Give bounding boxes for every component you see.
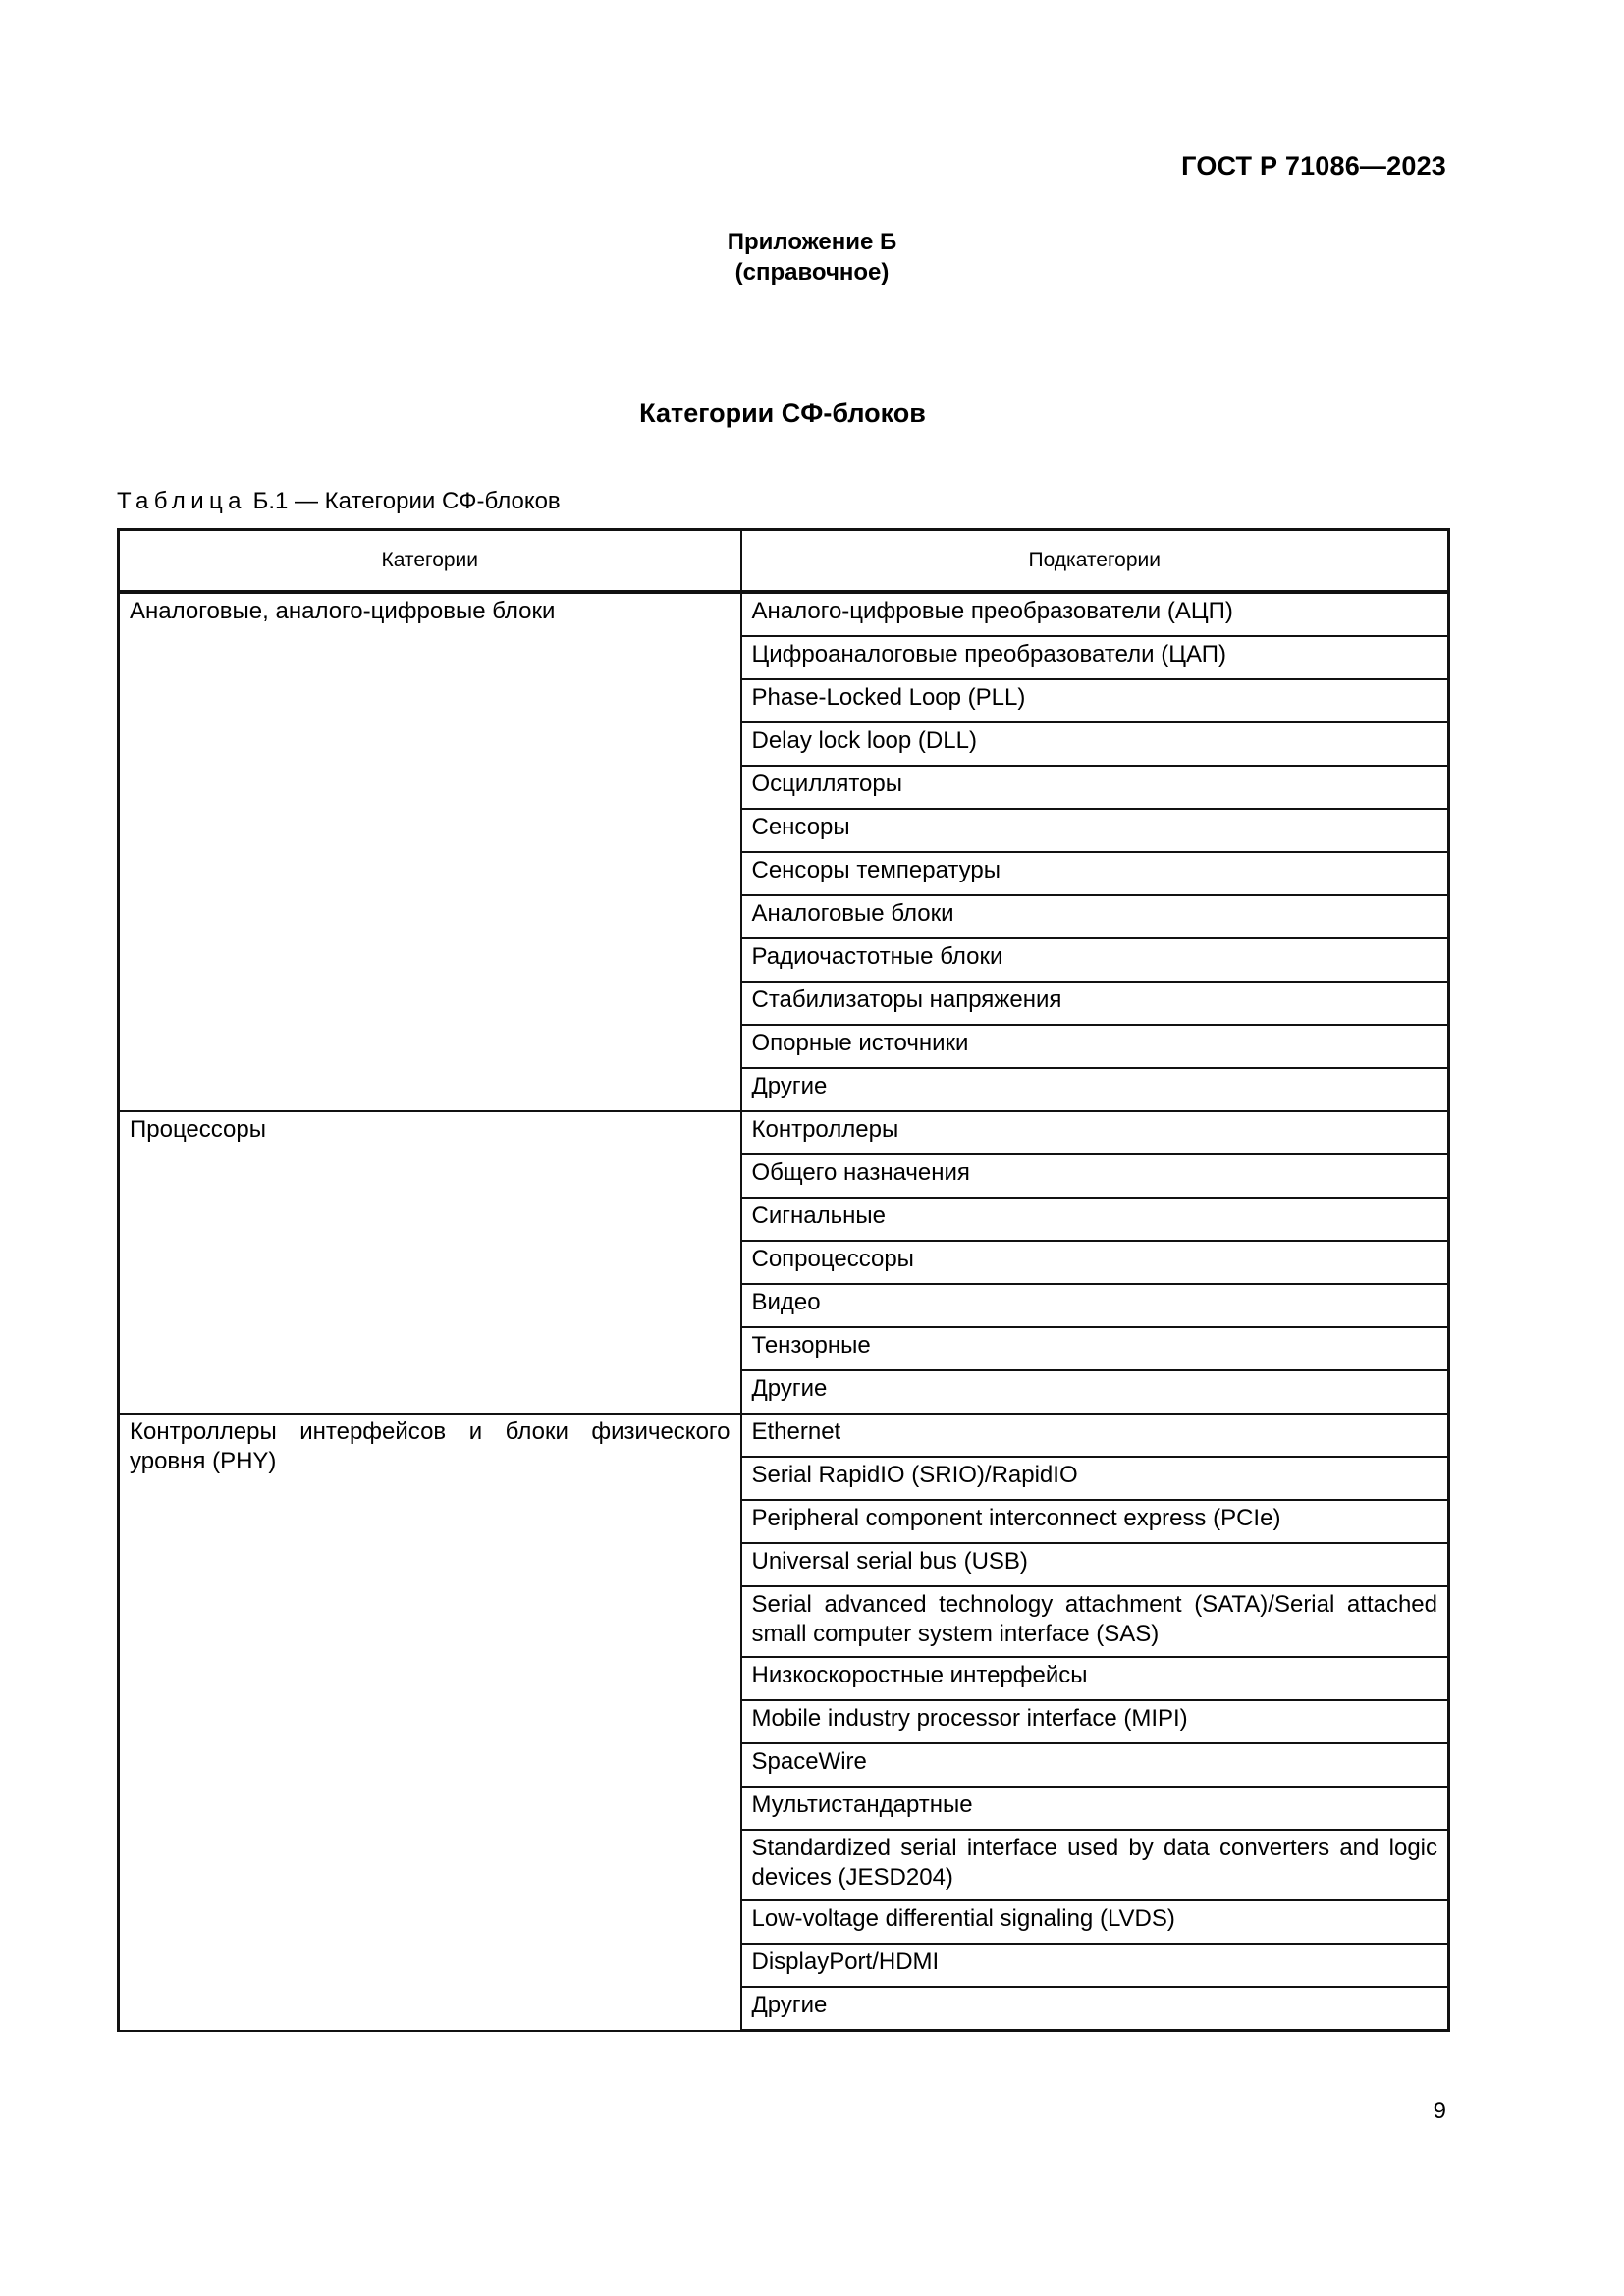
- subcategory-cell: Общего назначения: [741, 1154, 1449, 1198]
- subcategory-cell: Сенсоры: [741, 809, 1449, 852]
- subcategory-cell: Другие: [741, 1370, 1449, 1414]
- table-caption: [117, 487, 561, 516]
- subcategory-cell: Стабилизаторы напряжения: [741, 982, 1449, 1025]
- subcategory-cell: Сопроцессоры: [741, 1241, 1449, 1284]
- subcategory-cell: Low-voltage differential signaling (LVDS): [741, 1900, 1449, 1944]
- subcategory-cell: Видео: [741, 1284, 1449, 1327]
- subcategory-cell: Тензорные: [741, 1327, 1449, 1370]
- subcategory-cell: Другие: [741, 1987, 1449, 2031]
- column-header-subcategories: Подкатегории: [741, 530, 1449, 593]
- categories-table: [117, 528, 1450, 2032]
- subcategory-cell: Сигнальные: [741, 1198, 1449, 1241]
- subcategory-cell: Низкоскоростные интерфейсы: [741, 1657, 1449, 1700]
- subcategory-cell: Контроллеры: [741, 1111, 1449, 1154]
- table-body: [119, 592, 1449, 2031]
- subcategory-cell: Цифроаналоговые преобразователи (ЦАП): [741, 636, 1449, 679]
- subcategory-cell: Phase-Locked Loop (PLL): [741, 679, 1449, 722]
- page-number: 9: [1433, 2098, 1446, 2124]
- subcategory-cell: Сенсоры температуры: [741, 852, 1449, 895]
- table-row: [119, 1111, 1449, 1154]
- subcategory-cell: Радиочастотные блоки: [741, 938, 1449, 982]
- subcategory-cell: Standardized serial interface used by data converters and logic devices (JESD204): [741, 1830, 1449, 1900]
- subcategory-cell: DisplayPort/HDMI: [741, 1944, 1449, 1987]
- subcategory-cell: Мультистандартные: [741, 1787, 1449, 1830]
- table-header-row: [119, 530, 1449, 593]
- subcategory-cell: Осцилляторы: [741, 766, 1449, 809]
- subcategory-cell: Mobile industry processor interface (MIPI): [741, 1700, 1449, 1743]
- subcategory-cell: SpaceWire: [741, 1743, 1449, 1787]
- annex-title: Приложение Б: [727, 229, 897, 255]
- category-cell: Аналоговые, аналого-цифровые блоки: [119, 592, 741, 1111]
- subcategory-cell: Аналоговые блоки: [741, 895, 1449, 938]
- table-caption-text: Б.1 — Категории СФ-блоков: [252, 488, 561, 514]
- table-row: [119, 1414, 1449, 1457]
- section-title: Категории СФ-блоков: [639, 399, 926, 428]
- subcategory-cell: Опорные источники: [741, 1025, 1449, 1068]
- standard-code: ГОСТ Р 71086—2023: [1181, 151, 1446, 181]
- subcategory-cell: Ethernet: [741, 1414, 1449, 1457]
- table-caption-label: Таблица: [117, 488, 246, 514]
- category-cell: Процессоры: [119, 1111, 741, 1414]
- subcategory-cell: Universal serial bus (USB): [741, 1543, 1449, 1586]
- subcategory-cell: Delay lock loop (DLL): [741, 722, 1449, 766]
- subcategory-cell: Аналого-цифровые преобразователи (АЦП): [741, 592, 1449, 636]
- annex-kind: (справочное): [734, 259, 890, 286]
- subcategory-cell: Peripheral component interconnect express (PCIe): [741, 1500, 1449, 1543]
- subcategory-cell: Другие: [741, 1068, 1449, 1111]
- subcategory-cell: Serial advanced technology attachment (SATA)/Serial attached small computer system interface (SAS): [741, 1586, 1449, 1657]
- column-header-categories: Категории: [119, 530, 741, 593]
- subcategory-cell: Serial RapidIO (SRIO)/RapidIO: [741, 1457, 1449, 1500]
- category-cell: Контроллеры интерфейсов и блоки физического уровня (PHY): [119, 1414, 741, 2031]
- table-row: [119, 592, 1449, 636]
